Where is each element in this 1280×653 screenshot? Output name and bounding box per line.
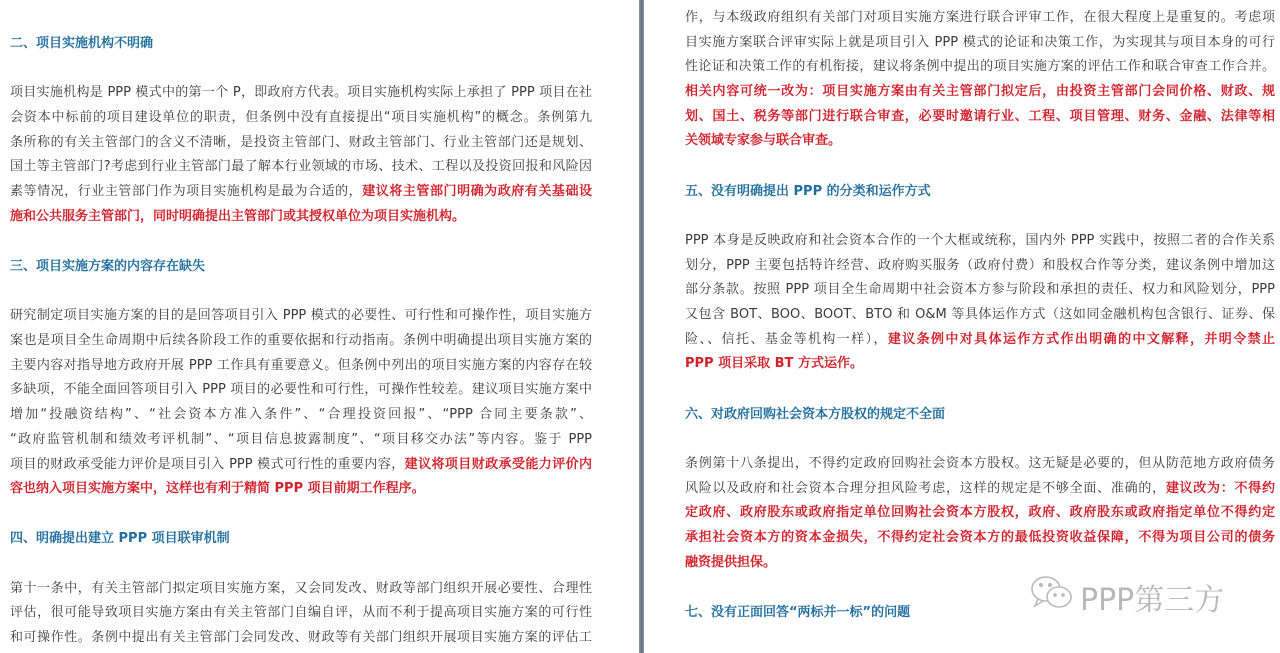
body-text: 作，与本级政府组织有关部门对项目实施方案进行联合评审工作，在很大程度上是重复的。考虑项 — [685, 10, 1275, 25]
text-line — [10, 626, 592, 651]
highlighted-text: 关领域专家参与联合审查。 — [685, 133, 842, 149]
text-line — [685, 303, 1275, 328]
text-line — [685, 328, 1275, 353]
body-text: 主要内容对指导地方政府开展 PPP 工作具有重要意义。但条例中列出的项目实施方案的内容存在较 — [10, 357, 592, 373]
body-text: 研究制定项目实施方案的目的是回答项目引入 PPP 模式的必要性、可行性和可操作性，项目实施方 — [10, 308, 592, 324]
body-text: 多缺项，不能全面回答项目引入 PPP 项目的必要性和可行性，可操作性较差。建议项目实施方案中 — [10, 382, 592, 398]
section-heading: 三、项目实施方案的内容存在缺失 — [10, 259, 206, 274]
text-line — [10, 304, 592, 329]
body-text: 评估，很可能导致项目实施方案由有关主管部门自编自评，从而不利于提高项目实施方案的可行性 — [10, 605, 592, 621]
left-column — [0, 0, 639, 653]
text-line — [10, 131, 592, 156]
body-text: 国土等主管部门?考虑到行业主管部门最了解本行业领域的市场、技术、工程以及投资回报和风险因 — [10, 159, 592, 175]
highlighted-text: 相关内容可统一改为：项目实施方案由有关主管部门拟定后，由投资主管部门会同价格、财政、规 — [685, 84, 1275, 100]
text-line — [685, 229, 1275, 254]
highlighted-text: 建议将项目财政承受能力评价内 — [404, 456, 592, 472]
text-line — [685, 6, 1275, 31]
highlighted-text: 建议将主管部门明确为政府有关基础设 — [362, 184, 592, 200]
text-line — [10, 329, 592, 354]
text-line — [685, 31, 1275, 56]
text-line — [10, 106, 592, 131]
text-line — [685, 254, 1275, 279]
body-text: 和可操作性。条例中提出有关主管部门会同发改、财政等有关部门组织开展项目实施方案的评估工 — [10, 630, 592, 646]
body-text: 划分，PPP 主要包括特许经营、政府购买服务（政府付费）和股权合作等分类，建议条例中增加这 — [685, 257, 1275, 273]
body-text: 目实施方案联合评审实际上就是项目引入 PPP 模式的论证和决策工作，为实现其与项目本身的可行 — [685, 34, 1275, 50]
body-text: 增加“投融资结构”、“社会资本方准入条件”、“合理投资回报”、“PPP 合同主要条款”、 — [10, 407, 592, 423]
body-text: 性论证和决策工作的有机衔接，建议将条例中提出的项目实施方案的评估工作和联合审查工作合并。 — [685, 59, 1275, 75]
text-line — [685, 551, 1275, 576]
body-text: 风险以及政府和社会资本合理分担风险考虑，这样的规定是不够全面、准确的， — [685, 480, 1166, 496]
body-text: 素等情况，行业主管部门作为项目实施机构是最为合适的， — [10, 184, 363, 200]
body-text: 项目的财政承受能力评价是项目引入 PPP 模式可行性的重要内容， — [10, 456, 405, 472]
text-line — [10, 180, 592, 205]
body-text: 第十一条中，有关主管部门拟定项目实施方案，又会同发改、财政等部门组织开展必要性、合理性 — [10, 580, 592, 596]
text-line — [685, 55, 1275, 80]
paragraph — [685, 229, 1280, 377]
text-line — [685, 501, 1275, 526]
highlighted-text: 划、国土、税务等部门进行联合审查，必要时邀请行业、工程、项目管理、财务、金融、法律等相 — [685, 108, 1275, 124]
paragraph — [685, 6, 1280, 154]
text-line — [10, 205, 592, 230]
text-line — [10, 577, 592, 602]
text-line — [10, 601, 592, 626]
text-line — [10, 477, 592, 502]
watermark — [1030, 574, 1224, 620]
section-heading: 六、对政府回购社会资本方股权的规定不全面 — [685, 406, 946, 422]
text-line — [685, 105, 1275, 130]
text-line — [685, 352, 1275, 377]
text-line — [10, 403, 592, 428]
text-line — [10, 428, 592, 453]
highlighted-text: 定政府、政府股东或政府指定单位回购社会资本方股权，政府、政府股东或政府指定单位不得约定 — [685, 505, 1275, 521]
highlighted-text: 承担社会资本方的资本金损失，不得约定社会资本方的最低投资收益保障，不得为项目公司的债务 — [685, 530, 1275, 546]
body-text: 项目实施机构是 PPP 模式中的第一个 P，即政府方代表。项目实施机构实际上承担了 PPP 项目在社 — [10, 85, 592, 101]
section-heading: 七、没有正面回答“两标并一标”的问题 — [685, 604, 911, 620]
watermark-text: PPP第三方 — [1080, 583, 1225, 618]
section-heading: 五、没有明确提出 PPP 的分类和运作方式 — [685, 183, 931, 199]
body-text: PPP 本身是反映政府和社会资本合作的一个大框或统称，国内外 PPP 实践中，按照二者的合作关系 — [685, 233, 1275, 248]
highlighted-text: 融资提供担保。 — [685, 554, 777, 570]
paragraph — [10, 577, 639, 651]
text-line — [10, 378, 592, 403]
text-line — [685, 452, 1275, 477]
text-line — [685, 278, 1275, 303]
paragraph — [10, 304, 639, 502]
section-heading: 四、明确提出建立 PPP 项目联审机制 — [10, 531, 230, 547]
text-line — [10, 155, 592, 180]
highlighted-text: 容也纳入项目实施方案中，这样也有利于精简 PPP 项目前期工作程序。 — [10, 481, 425, 497]
body-text: “政府监管机制和绩效考评机制”、“项目信息披露制度”、“项目移交办法”等内容。鉴于 PPP — [10, 431, 592, 447]
body-text: 又包含 BOT、BOO、BOOT、BTO 和 O&M 等具体运作方式（这如同金融机构包含银行、证券、保 — [685, 307, 1275, 323]
body-text: 会资本中标前的项目建设单位的职责，但条例中没有直接提出“项目实施机构”的概念。条例第九 — [10, 110, 592, 126]
text-line — [10, 354, 592, 379]
paragraph — [685, 452, 1280, 575]
text-line — [685, 477, 1275, 502]
wechat-icon — [1030, 574, 1074, 620]
text-line — [685, 80, 1275, 105]
body-text: 条例第十八条提出，不得约定政府回购社会资本方股权。这无疑是必要的，但从防范地方政府债务 — [685, 456, 1275, 471]
highlighted-text: 建议条例中对具体运作方式作出明确的中文解释，并明令禁止 — [887, 331, 1275, 347]
body-text: 条所称的有关主管部门的含义不清晰，是投资主管部门、财政主管部门、行业主管部门还是规划、 — [10, 134, 592, 150]
highlighted-text: 建议改为：不得约 — [1165, 480, 1275, 496]
section-heading: 二、项目实施机构不明确 — [10, 36, 154, 51]
highlighted-text: PPP 项目采取 BT 方式运作。 — [685, 356, 863, 372]
text-line — [685, 129, 1275, 154]
text-line — [10, 81, 592, 106]
text-line — [685, 526, 1275, 551]
right-column — [644, 0, 1280, 653]
body-text: 案也是项目全生命周期中后续各阶段工作的重要依据和行动指南。条例中明确提出项目实施方案的 — [10, 333, 592, 349]
body-text: 险、、信托、基金等机构一样）， — [685, 331, 888, 347]
highlighted-text: 施和公共服务主管部门，同时明确提出主管部门或其授权单位为项目实施机构。 — [10, 208, 466, 224]
body-text: 部分条款。按照 PPP 项目全生命周期中社会资本方参与阶段和承担的责任、权力和风险划分，PPP — [685, 282, 1275, 298]
paragraph — [10, 81, 639, 229]
text-line — [10, 453, 592, 478]
